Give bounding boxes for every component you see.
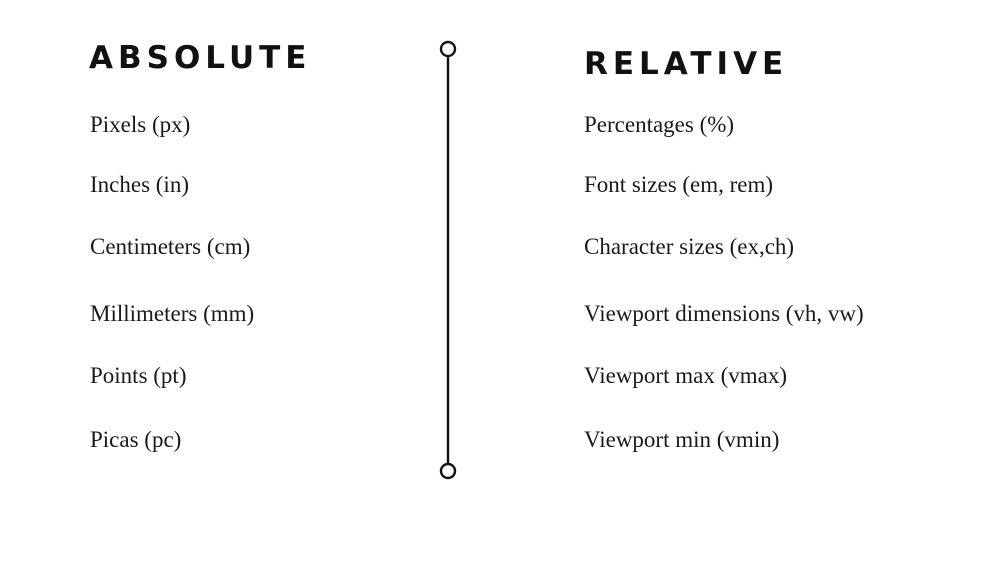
relative-unit-item: Font sizes (em, rem) [584,172,774,197]
absolute-unit-item: Pixels (px) [90,112,191,137]
absolute-unit-item: Centimeters (cm) [90,234,251,259]
relative-unit-item: Viewport max (vmax) [584,363,788,388]
absolute-unit-item: Millimeters (mm) [90,301,255,326]
relative-heading: RELATIVE [584,46,789,82]
relative-unit-item: Percentages (%) [584,112,735,137]
relative-unit-item: Viewport min (vmin) [584,427,780,452]
absolute-unit-item: Inches (in) [90,172,189,197]
divider-bottom-node [441,464,455,478]
timeline-divider [437,40,459,482]
relative-unit-item: Viewport dimensions (vh, vw) [584,301,864,326]
relative-unit-item: Character sizes (ex,ch) [584,234,795,259]
divider-top-node [441,42,455,56]
absolute-unit-item: Points (pt) [90,363,187,388]
absolute-heading: ABSOLUTE [89,40,312,76]
absolute-unit-item: Picas (pc) [90,427,182,452]
